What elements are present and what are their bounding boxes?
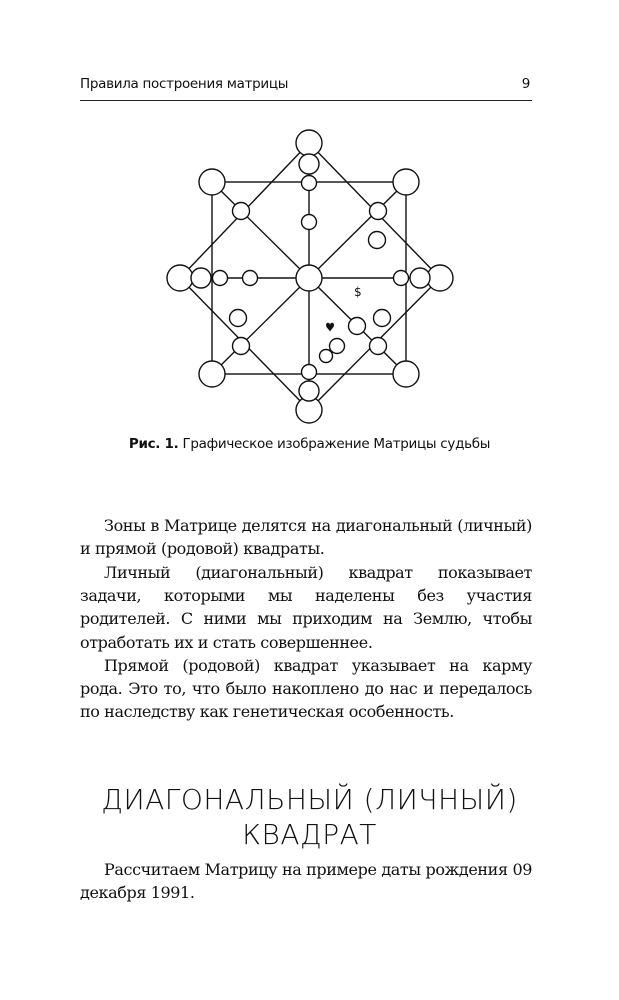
matrix-node xyxy=(191,268,211,288)
matrix-node xyxy=(302,215,317,230)
matrix-node xyxy=(370,203,387,220)
paragraph-example xyxy=(80,858,532,904)
matrix-node-top xyxy=(296,130,322,156)
matrix-node xyxy=(302,176,317,191)
page-number: 9 xyxy=(521,76,530,92)
paragraph-text: Зоны в Матрице делятся на диагональный (личный) и прямой (родовой) квадраты. xyxy=(80,516,532,559)
matrix-node xyxy=(233,203,250,220)
figure-caption-text: Графическое изображение Матрицы судьбы xyxy=(178,436,491,452)
section-heading xyxy=(60,782,559,852)
matrix-node xyxy=(394,271,409,286)
figure-caption xyxy=(0,436,619,452)
matrix-node-top-right xyxy=(393,169,419,195)
matrix-node xyxy=(410,268,430,288)
matrix-node xyxy=(299,154,319,174)
matrix-node-top-left xyxy=(199,169,225,195)
paragraph-text: Рассчитаем Матрицу на примере даты рождения 09 декабря 1991. xyxy=(80,860,532,903)
matrix-node xyxy=(302,365,317,380)
matrix-node-left xyxy=(167,265,193,291)
matrix-node xyxy=(369,232,386,249)
paragraph-text: Личный (диагональный) квадрат показывает задачи, которыми мы наделены без участия родителей. С ними мы приходим на Землю, чтобы отработать их и стать совершеннее. xyxy=(80,563,532,652)
matrix-node xyxy=(374,310,391,327)
paragraph-text: Прямой (родовой) квадрат указывает на карму рода. Это то, что было накоплено до нас и передалось по наследству как генетическая особенность. xyxy=(80,656,532,722)
matrix-node-bottom-right xyxy=(393,361,419,387)
paragraph-personal-square xyxy=(80,561,532,654)
matrix-node xyxy=(320,350,333,363)
matrix-node xyxy=(230,310,247,327)
section-heading-line-2: КВАДРАТ xyxy=(242,818,377,851)
svg-text:$: $ xyxy=(354,285,362,299)
figure-caption-label: Рис. 1. xyxy=(128,436,179,452)
dollar-icon xyxy=(354,285,362,299)
paragraph-family-square xyxy=(80,654,532,724)
running-header-title: Правила построения матрицы xyxy=(80,76,289,92)
matrix-node xyxy=(370,338,387,355)
matrix-node xyxy=(233,338,250,355)
matrix-node-bottom-left xyxy=(199,361,225,387)
heart-icon xyxy=(326,323,334,332)
section-heading-line-1: ДИАГОНАЛЬНЫЙ (ЛИЧНЫЙ) xyxy=(101,783,518,816)
paragraph-zones xyxy=(80,514,532,560)
matrix-node-center xyxy=(296,265,322,291)
running-header xyxy=(80,72,532,101)
matrix-node xyxy=(299,381,319,401)
matrix-node-right xyxy=(427,265,453,291)
matrix-node xyxy=(243,271,258,286)
matrix-node xyxy=(349,318,366,335)
matrix-node xyxy=(330,339,345,354)
destiny-matrix-diagram xyxy=(150,120,470,436)
matrix-node xyxy=(213,271,228,286)
